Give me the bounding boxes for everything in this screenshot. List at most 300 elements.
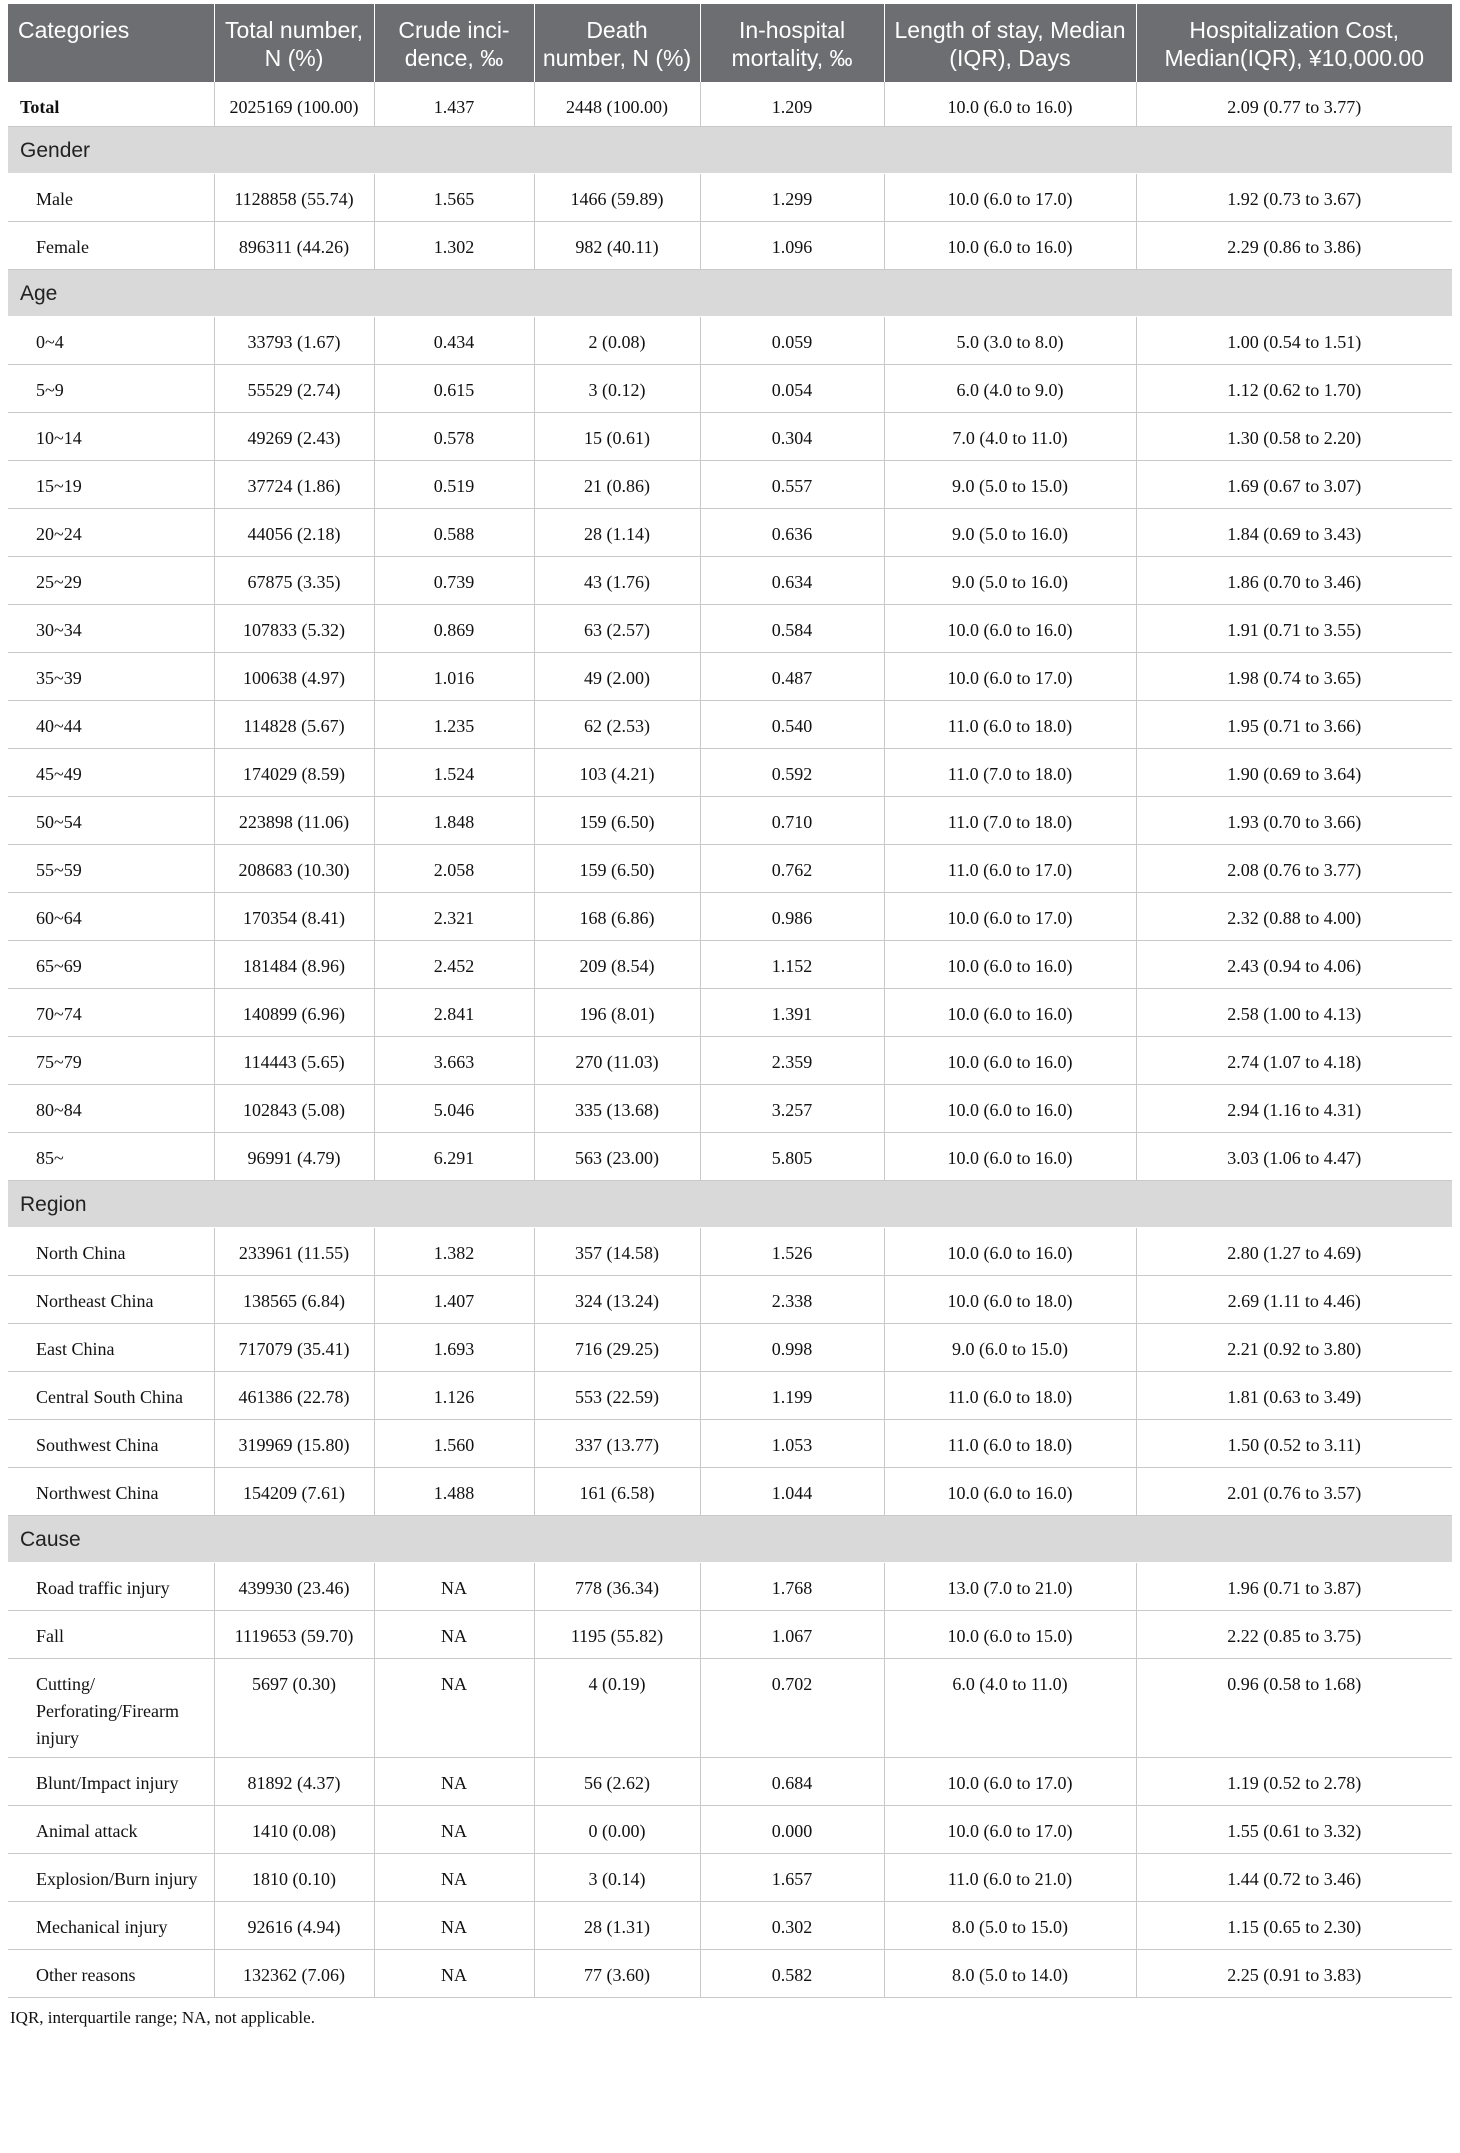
row-label: Animal attack [8, 1806, 214, 1854]
cell: 0.304 [700, 413, 884, 461]
cell: NA [374, 1611, 534, 1659]
cell: 1.299 [700, 174, 884, 222]
cell: NA [374, 1806, 534, 1854]
section-title: Age [8, 270, 1452, 317]
cell: 1466 (59.89) [534, 174, 700, 222]
table-row [8, 1133, 1452, 1181]
cell: NA [374, 1950, 534, 1998]
cell: 5.0 (3.0 to 8.0) [884, 317, 1136, 365]
cell: 10.0 (6.0 to 16.0) [884, 989, 1136, 1037]
cell: 324 (13.24) [534, 1276, 700, 1324]
section-row-age [8, 270, 1452, 317]
cell: 0.634 [700, 557, 884, 605]
header-row [8, 4, 1452, 82]
cell: 55529 (2.74) [214, 365, 374, 413]
cell: 11.0 (6.0 to 18.0) [884, 701, 1136, 749]
cell: 0.998 [700, 1324, 884, 1372]
cell: 1.768 [700, 1563, 884, 1611]
cell: 982 (40.11) [534, 222, 700, 270]
cell: 0.636 [700, 509, 884, 557]
cell: 63 (2.57) [534, 605, 700, 653]
cell: 2.338 [700, 1276, 884, 1324]
cell: Total [8, 82, 214, 127]
cell: 0.710 [700, 797, 884, 845]
cell: 7.0 (4.0 to 11.0) [884, 413, 1136, 461]
cell: 2.74 (1.07 to 4.18) [1136, 1037, 1452, 1085]
cell: 0.615 [374, 365, 534, 413]
cell: 1.235 [374, 701, 534, 749]
cell: 2.80 (1.27 to 4.69) [1136, 1228, 1452, 1276]
cell: 1.00 (0.54 to 1.51) [1136, 317, 1452, 365]
table-row [8, 1611, 1452, 1659]
table-row [8, 1228, 1452, 1276]
cell: 33793 (1.67) [214, 317, 374, 365]
row-label: 10~14 [8, 413, 214, 461]
row-label: North China [8, 1228, 214, 1276]
table-row [8, 1372, 1452, 1420]
cell: 1.92 (0.73 to 3.67) [1136, 174, 1452, 222]
cell: 1.15 (0.65 to 2.30) [1136, 1902, 1452, 1950]
cell: 37724 (1.86) [214, 461, 374, 509]
cell: 0.762 [700, 845, 884, 893]
cell: 2.43 (0.94 to 4.06) [1136, 941, 1452, 989]
row-label: 45~49 [8, 749, 214, 797]
cell: 0.054 [700, 365, 884, 413]
cell: 0.684 [700, 1758, 884, 1806]
table-row [8, 1563, 1452, 1611]
row-label: 0~4 [8, 317, 214, 365]
cell: 2448 (100.00) [534, 82, 700, 127]
cell: 0.869 [374, 605, 534, 653]
cell: 2.29 (0.86 to 3.86) [1136, 222, 1452, 270]
cell: 2 (0.08) [534, 317, 700, 365]
cell: 11.0 (7.0 to 18.0) [884, 797, 1136, 845]
column-header-crude-incidence: Crude inci-dence, ‰ [374, 4, 534, 82]
table-row [8, 222, 1452, 270]
cell: 10.0 (6.0 to 16.0) [884, 222, 1136, 270]
cell: 563 (23.00) [534, 1133, 700, 1181]
cell: NA [374, 1902, 534, 1950]
cell: 5697 (0.30) [214, 1659, 374, 1758]
cell: 1.693 [374, 1324, 534, 1372]
cell: 1.526 [700, 1228, 884, 1276]
cell: 2.69 (1.11 to 4.46) [1136, 1276, 1452, 1324]
table-row [8, 1324, 1452, 1372]
cell: 5.046 [374, 1085, 534, 1133]
cell: 2.08 (0.76 to 3.77) [1136, 845, 1452, 893]
cell: 337 (13.77) [534, 1420, 700, 1468]
cell: 357 (14.58) [534, 1228, 700, 1276]
cell: 1128858 (55.74) [214, 174, 374, 222]
row-label: 50~54 [8, 797, 214, 845]
row-label: 15~19 [8, 461, 214, 509]
cell: 1.657 [700, 1854, 884, 1902]
cell: 10.0 (6.0 to 16.0) [884, 82, 1136, 127]
cell: 49269 (2.43) [214, 413, 374, 461]
row-label: Female [8, 222, 214, 270]
row-label: 70~74 [8, 989, 214, 1037]
cell: 1.93 (0.70 to 3.66) [1136, 797, 1452, 845]
cell: 28 (1.31) [534, 1902, 700, 1950]
cell: 0.584 [700, 605, 884, 653]
cell: 2.09 (0.77 to 3.77) [1136, 82, 1452, 127]
row-label: 40~44 [8, 701, 214, 749]
cell: 168 (6.86) [534, 893, 700, 941]
row-label: Northeast China [8, 1276, 214, 1324]
cell: 0.519 [374, 461, 534, 509]
cell: 0 (0.00) [534, 1806, 700, 1854]
table-row [8, 1659, 1452, 1758]
cell: 461386 (22.78) [214, 1372, 374, 1420]
cell: 0.557 [700, 461, 884, 509]
row-label: Fall [8, 1611, 214, 1659]
cell: 1.152 [700, 941, 884, 989]
row-label: 65~69 [8, 941, 214, 989]
cell: 0.540 [700, 701, 884, 749]
section-title: Gender [8, 127, 1452, 174]
cell: 10.0 (6.0 to 15.0) [884, 1611, 1136, 1659]
cell: 0.592 [700, 749, 884, 797]
cell: 56 (2.62) [534, 1758, 700, 1806]
column-header-death-number: Death number, N (%) [534, 4, 700, 82]
cell: 13.0 (7.0 to 21.0) [884, 1563, 1136, 1611]
cell: 9.0 (5.0 to 15.0) [884, 461, 1136, 509]
cell: 96991 (4.79) [214, 1133, 374, 1181]
cell: 1.067 [700, 1611, 884, 1659]
cell: 2.452 [374, 941, 534, 989]
cell: 2.058 [374, 845, 534, 893]
cell: 10.0 (6.0 to 17.0) [884, 893, 1136, 941]
table-row [8, 1420, 1452, 1468]
cell: 28 (1.14) [534, 509, 700, 557]
table-row [8, 1276, 1452, 1324]
table-row [8, 893, 1452, 941]
table-row [8, 365, 1452, 413]
section-row-cause [8, 1516, 1452, 1563]
table-row [8, 989, 1452, 1037]
cell: 102843 (5.08) [214, 1085, 374, 1133]
cell: 8.0 (5.0 to 15.0) [884, 1902, 1136, 1950]
table-row [8, 557, 1452, 605]
cell: 1.848 [374, 797, 534, 845]
cell: 10.0 (6.0 to 17.0) [884, 653, 1136, 701]
cell: 2.94 (1.16 to 4.31) [1136, 1085, 1452, 1133]
table-row [8, 1854, 1452, 1902]
cell: 3 (0.14) [534, 1854, 700, 1902]
cell: 10.0 (6.0 to 16.0) [884, 1468, 1136, 1516]
cell: 439930 (23.46) [214, 1563, 374, 1611]
row-label: Other reasons [8, 1950, 214, 1998]
table-row [8, 845, 1452, 893]
cell: 170354 (8.41) [214, 893, 374, 941]
row-label: Male [8, 174, 214, 222]
section-row-gender [8, 127, 1452, 174]
cell: 2.32 (0.88 to 4.00) [1136, 893, 1452, 941]
cell: 1.98 (0.74 to 3.65) [1136, 653, 1452, 701]
cell: 10.0 (6.0 to 16.0) [884, 1085, 1136, 1133]
row-label: 5~9 [8, 365, 214, 413]
row-label: Cutting/ Perforating/Firearm injury [8, 1659, 214, 1758]
cell: 1.96 (0.71 to 3.87) [1136, 1563, 1452, 1611]
cell: 1.437 [374, 82, 534, 127]
cell: 1.91 (0.71 to 3.55) [1136, 605, 1452, 653]
table-row [8, 1758, 1452, 1806]
cell: 10.0 (6.0 to 18.0) [884, 1276, 1136, 1324]
row-label: 75~79 [8, 1037, 214, 1085]
cell: 6.0 (4.0 to 11.0) [884, 1659, 1136, 1758]
cell: 3.257 [700, 1085, 884, 1133]
cell: 2.01 (0.76 to 3.57) [1136, 1468, 1452, 1516]
row-label: 60~64 [8, 893, 214, 941]
cell: 132362 (7.06) [214, 1950, 374, 1998]
section-title: Region [8, 1181, 1452, 1228]
table-header [8, 4, 1452, 82]
cell: 0.578 [374, 413, 534, 461]
cell: 2.21 (0.92 to 3.80) [1136, 1324, 1452, 1372]
cell: 1.55 (0.61 to 3.32) [1136, 1806, 1452, 1854]
cell: 0.986 [700, 893, 884, 941]
cell: 2025169 (100.00) [214, 82, 374, 127]
cell: 138565 (6.84) [214, 1276, 374, 1324]
table-row [8, 461, 1452, 509]
cell: 114443 (5.65) [214, 1037, 374, 1085]
cell: 10.0 (6.0 to 16.0) [884, 1228, 1136, 1276]
cell: 1.69 (0.67 to 3.07) [1136, 461, 1452, 509]
cell: 1119653 (59.70) [214, 1611, 374, 1659]
cell: 9.0 (5.0 to 16.0) [884, 509, 1136, 557]
row-label: 25~29 [8, 557, 214, 605]
cell: 11.0 (6.0 to 21.0) [884, 1854, 1136, 1902]
cell: 1.44 (0.72 to 3.46) [1136, 1854, 1452, 1902]
row-label: Explosion/Burn injury [8, 1854, 214, 1902]
table-row [8, 941, 1452, 989]
cell: 1.096 [700, 222, 884, 270]
cell: 107833 (5.32) [214, 605, 374, 653]
cell: 208683 (10.30) [214, 845, 374, 893]
cell: 81892 (4.37) [214, 1758, 374, 1806]
cell: 233961 (11.55) [214, 1228, 374, 1276]
cell: 103 (4.21) [534, 749, 700, 797]
cell: 553 (22.59) [534, 1372, 700, 1420]
cell: 1195 (55.82) [534, 1611, 700, 1659]
cell: 0.000 [700, 1806, 884, 1854]
cell: 10.0 (6.0 to 17.0) [884, 174, 1136, 222]
row-label: 35~39 [8, 653, 214, 701]
cell: 1.30 (0.58 to 2.20) [1136, 413, 1452, 461]
cell: 896311 (44.26) [214, 222, 374, 270]
row-label: Blunt/Impact injury [8, 1758, 214, 1806]
cell: 10.0 (6.0 to 16.0) [884, 1133, 1136, 1181]
table-footnote: IQR, interquartile range; NA, not applicable. [10, 2008, 315, 2027]
cell: 0.702 [700, 1659, 884, 1758]
cell: 2.25 (0.91 to 3.83) [1136, 1950, 1452, 1998]
cell: NA [374, 1659, 534, 1758]
table-row [8, 701, 1452, 749]
cell: NA [374, 1563, 534, 1611]
cell: 223898 (11.06) [214, 797, 374, 845]
cell: 100638 (4.97) [214, 653, 374, 701]
row-label: 80~84 [8, 1085, 214, 1133]
table-row [8, 749, 1452, 797]
table-row [8, 605, 1452, 653]
cell: 2.841 [374, 989, 534, 1037]
column-header-categories: Categories [8, 4, 214, 82]
cell: 1.391 [700, 989, 884, 1037]
cell: 6.0 (4.0 to 9.0) [884, 365, 1136, 413]
cell: 1.86 (0.70 to 3.46) [1136, 557, 1452, 605]
cell: 1.84 (0.69 to 3.43) [1136, 509, 1452, 557]
data-table [8, 4, 1452, 1998]
cell: 159 (6.50) [534, 845, 700, 893]
cell: 161 (6.58) [534, 1468, 700, 1516]
row-label: 30~34 [8, 605, 214, 653]
row-label: Southwest China [8, 1420, 214, 1468]
cell: 0.059 [700, 317, 884, 365]
row-label: 20~24 [8, 509, 214, 557]
cell: 2.58 (1.00 to 4.13) [1136, 989, 1452, 1037]
row-label: Mechanical injury [8, 1902, 214, 1950]
column-header-total-number: Total number, N (%) [214, 4, 374, 82]
cell: 154209 (7.61) [214, 1468, 374, 1516]
cell: 10.0 (6.0 to 17.0) [884, 1806, 1136, 1854]
table-row [8, 1950, 1452, 1998]
cell: 9.0 (6.0 to 15.0) [884, 1324, 1136, 1372]
cell: 8.0 (5.0 to 14.0) [884, 1950, 1136, 1998]
cell: 10.0 (6.0 to 16.0) [884, 1037, 1136, 1085]
cell: 716 (29.25) [534, 1324, 700, 1372]
cell: 10.0 (6.0 to 16.0) [884, 941, 1136, 989]
cell: 1.209 [700, 82, 884, 127]
row-label: Road traffic injury [8, 1563, 214, 1611]
cell: 778 (36.34) [534, 1563, 700, 1611]
cell: 11.0 (6.0 to 18.0) [884, 1372, 1136, 1420]
table-container [8, 4, 1452, 2028]
cell: 1.81 (0.63 to 3.49) [1136, 1372, 1452, 1420]
cell: 11.0 (6.0 to 17.0) [884, 845, 1136, 893]
table-row [8, 1037, 1452, 1085]
cell: 6.291 [374, 1133, 534, 1181]
total-row [8, 82, 1452, 127]
cell: 49 (2.00) [534, 653, 700, 701]
cell: 1.302 [374, 222, 534, 270]
row-label: East China [8, 1324, 214, 1372]
cell: 1.50 (0.52 to 3.11) [1136, 1420, 1452, 1468]
cell: 335 (13.68) [534, 1085, 700, 1133]
cell: 2.359 [700, 1037, 884, 1085]
cell: 2.22 (0.85 to 3.75) [1136, 1611, 1452, 1659]
cell: 1.95 (0.71 to 3.66) [1136, 701, 1452, 749]
cell: NA [374, 1854, 534, 1902]
cell: 0.434 [374, 317, 534, 365]
cell: 0.487 [700, 653, 884, 701]
cell: 1.407 [374, 1276, 534, 1324]
cell: 1.382 [374, 1228, 534, 1276]
cell: 77 (3.60) [534, 1950, 700, 1998]
table-row [8, 1902, 1452, 1950]
table-row [8, 317, 1452, 365]
cell: 1.126 [374, 1372, 534, 1420]
cell: 1.19 (0.52 to 2.78) [1136, 1758, 1452, 1806]
cell: 0.582 [700, 1950, 884, 1998]
column-header-length-of-stay: Length of stay, Median (IQR), Days [884, 4, 1136, 82]
cell: 21 (0.86) [534, 461, 700, 509]
cell: 62 (2.53) [534, 701, 700, 749]
cell: 15 (0.61) [534, 413, 700, 461]
cell: 270 (11.03) [534, 1037, 700, 1085]
cell: 1.524 [374, 749, 534, 797]
cell: 1.560 [374, 1420, 534, 1468]
cell: 10.0 (6.0 to 16.0) [884, 605, 1136, 653]
table-row [8, 1468, 1452, 1516]
table-row [8, 1085, 1452, 1133]
column-header-hospitalization-cost: Hospitalization Cost, Median(IQR), ¥10,000.00 [1136, 4, 1452, 82]
cell: 319969 (15.80) [214, 1420, 374, 1468]
section-title: Cause [8, 1516, 1452, 1563]
table-row [8, 797, 1452, 845]
cell: 140899 (6.96) [214, 989, 374, 1037]
cell: 0.302 [700, 1902, 884, 1950]
cell: 209 (8.54) [534, 941, 700, 989]
row-label: 85~ [8, 1133, 214, 1181]
cell: 10.0 (6.0 to 17.0) [884, 1758, 1136, 1806]
cell: 67875 (3.35) [214, 557, 374, 605]
row-label: 55~59 [8, 845, 214, 893]
table-row [8, 1806, 1452, 1854]
cell: 92616 (4.94) [214, 1902, 374, 1950]
cell: 1810 (0.10) [214, 1854, 374, 1902]
cell: 0.739 [374, 557, 534, 605]
row-label: Central South China [8, 1372, 214, 1420]
cell: 196 (8.01) [534, 989, 700, 1037]
cell: 1.90 (0.69 to 3.64) [1136, 749, 1452, 797]
cell: 717079 (35.41) [214, 1324, 374, 1372]
cell: 11.0 (6.0 to 18.0) [884, 1420, 1136, 1468]
cell: NA [374, 1758, 534, 1806]
row-label: Northwest China [8, 1468, 214, 1516]
cell: 9.0 (5.0 to 16.0) [884, 557, 1136, 605]
cell: 4 (0.19) [534, 1659, 700, 1758]
cell: 1.488 [374, 1468, 534, 1516]
cell: 1.565 [374, 174, 534, 222]
table-row [8, 413, 1452, 461]
cell: 1.016 [374, 653, 534, 701]
cell: 2.321 [374, 893, 534, 941]
cell: 0.96 (0.58 to 1.68) [1136, 1659, 1452, 1758]
cell: 0.588 [374, 509, 534, 557]
section-row-region [8, 1181, 1452, 1228]
table-row [8, 509, 1452, 557]
table-body [8, 82, 1452, 1998]
cell: 1.044 [700, 1468, 884, 1516]
cell: 1.12 (0.62 to 1.70) [1136, 365, 1452, 413]
cell: 159 (6.50) [534, 797, 700, 845]
cell: 43 (1.76) [534, 557, 700, 605]
cell: 114828 (5.67) [214, 701, 374, 749]
cell: 174029 (8.59) [214, 749, 374, 797]
cell: 3.03 (1.06 to 4.47) [1136, 1133, 1452, 1181]
table-row [8, 653, 1452, 701]
cell: 3 (0.12) [534, 365, 700, 413]
cell: 1.053 [700, 1420, 884, 1468]
cell: 5.805 [700, 1133, 884, 1181]
cell: 11.0 (7.0 to 18.0) [884, 749, 1136, 797]
cell: 1.199 [700, 1372, 884, 1420]
cell: 3.663 [374, 1037, 534, 1085]
cell: 181484 (8.96) [214, 941, 374, 989]
cell: 1410 (0.08) [214, 1806, 374, 1854]
table-row [8, 174, 1452, 222]
column-header-in-hospital-mortality: In-hospital mortality, ‰ [700, 4, 884, 82]
